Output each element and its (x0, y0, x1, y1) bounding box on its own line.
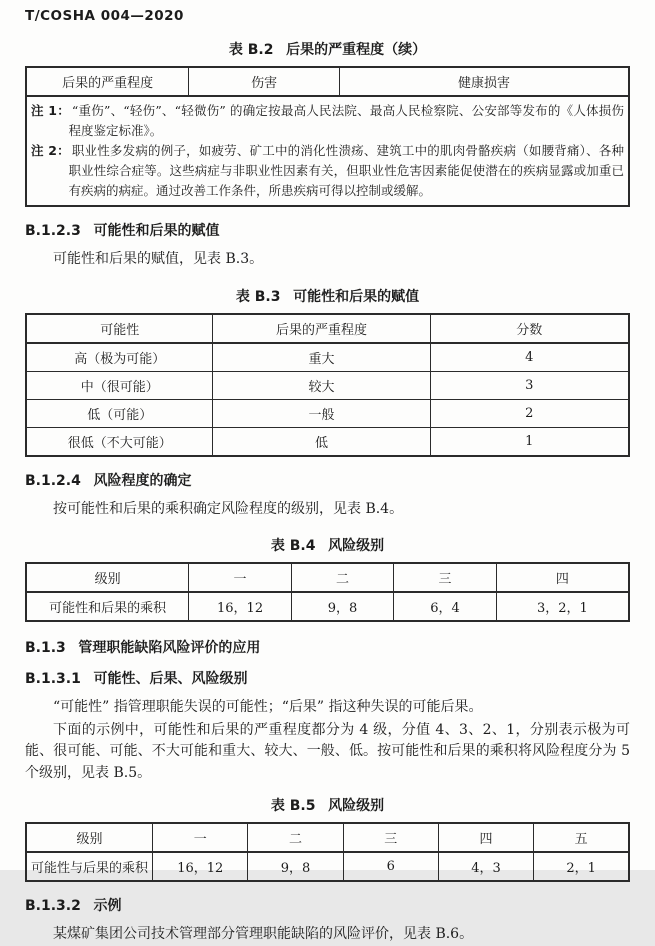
heading-b124-title: 风险程度的确定 (93, 472, 192, 489)
table-b4-title-text: 风险级别 (328, 538, 385, 554)
table-b3-header-severity: 后果的严重程度 (213, 314, 430, 343)
table-row (26, 399, 629, 427)
paragraph-b131-1: “可能性” 指管理职能失误的可能性；“后果” 指这种失误的可能后果。 (53, 699, 483, 715)
table-cell: 2，1 (534, 852, 629, 881)
table-b5-title-text: 风险级别 (328, 798, 385, 814)
table-b3-title-text: 可能性和后果的赋值 (293, 288, 420, 305)
table-cell: 3，2，1 (496, 592, 629, 621)
table-b5-title (25, 795, 630, 815)
heading-b123-number: B.1.2.3 (25, 223, 81, 239)
table-cell: 3 (430, 371, 629, 399)
table-b3-title (25, 286, 630, 306)
table-b2-note-1 (31, 101, 624, 141)
table-b3-header-score: 分数 (430, 314, 629, 343)
table-b3-header-row (26, 314, 629, 343)
heading-b13-number: B.1.3 (25, 640, 66, 656)
table-b2 (25, 66, 630, 207)
paragraph-b132: 某煤矿集团公司技术管理部分管理职能缺陷的风险评价，见表 B.6。 (53, 926, 474, 942)
table-cell: 4 (430, 343, 629, 372)
table-b5 (25, 822, 630, 882)
table-b4-header-1: 一 (189, 563, 292, 592)
table-b5-header-4: 四 (438, 823, 533, 852)
table-row (26, 592, 629, 621)
table-b5-header-1: 一 (153, 823, 248, 852)
table-row (26, 427, 629, 456)
table-cell: 9，8 (248, 852, 343, 881)
table-b4 (25, 562, 630, 622)
table-b2-note-2 (31, 141, 624, 201)
table-cell: 6，4 (394, 592, 497, 621)
table-cell: 重大 (213, 343, 430, 372)
heading-b131-title: 可能性、后果、风险级别 (93, 671, 248, 687)
table-cell: 1 (430, 427, 629, 456)
table-b2-title (25, 39, 630, 59)
table-cell: 16，12 (189, 592, 292, 621)
table-cell: 2 (430, 399, 629, 427)
table-b4-title-label: 表 B.4 (270, 538, 316, 554)
heading-b132-number: B.1.3.2 (25, 898, 81, 914)
heading-b13 (25, 637, 630, 657)
table-cell: 低 (213, 427, 430, 456)
heading-b123 (25, 220, 630, 240)
table-b2-header-severity: 后果的严重程度 (26, 67, 189, 96)
table-cell: 很低（不大可能） (26, 427, 213, 456)
table-b3 (25, 313, 630, 457)
table-row (26, 371, 629, 399)
table-cell: 4，3 (438, 852, 533, 881)
table-b2-header-row (26, 67, 629, 96)
heading-b124-number: B.1.2.4 (25, 472, 81, 489)
table-b5-header-row (26, 823, 629, 852)
table-b4-header-level: 级别 (26, 563, 189, 592)
heading-b132-title: 示例 (93, 898, 122, 914)
table-b5-header-2: 二 (248, 823, 343, 852)
table-row (26, 852, 629, 881)
table-b2-header-injury: 伤害 (189, 67, 340, 96)
table-b4-title (25, 535, 630, 555)
table-b5-header-3: 三 (343, 823, 438, 852)
heading-b123-title: 可能性和后果的赋值 (93, 223, 220, 239)
table-b2-notes-cell (26, 96, 629, 206)
heading-b124 (25, 470, 630, 490)
paragraph-b131-2: 下面的示例中，可能性和后果的严重程度都分为 4 级，分值 4、3、2、1，分别表示极为可能、很可能、可能、不大可能和重大、较大、一般、低。按可能性和后果的乘积将风险程度分为 5 个级别，见表 B.5。 (25, 721, 630, 781)
heading-b132 (25, 895, 630, 915)
table-cell: 高（极为可能） (26, 343, 213, 372)
table-cell: 中（很可能） (26, 371, 213, 399)
table-cell: 一般 (213, 399, 430, 427)
paragraph-b123: 可能性和后果的赋值，见表 B.3。 (53, 251, 264, 267)
doc-number: T/COSHA 004—2020 (25, 8, 184, 24)
table-b2-header-health: 健康损害 (340, 67, 629, 96)
table-b2-title-label: 表 B.2 (228, 42, 274, 58)
heading-b131-number: B.1.3.1 (25, 671, 81, 687)
table-b4-header-2: 二 (291, 563, 394, 592)
heading-b13-title: 管理职能缺陷风险评价的应用 (78, 640, 261, 656)
note-2-label: 注 2： (31, 143, 70, 158)
table-b5-row-label: 可能性与后果的乘积 (26, 852, 153, 881)
table-b3-title-label: 表 B.3 (235, 288, 281, 305)
table-b5-header-5: 五 (534, 823, 629, 852)
table-b5-title-label: 表 B.5 (270, 798, 316, 814)
paragraph-b124: 按可能性和后果的乘积确定风险程度的级别，见表 B.4。 (53, 500, 404, 517)
note-2-text: 职业性多发病的例子，如疲劳、矿工中的消化性溃疡、建筑工中的肌肉骨骼疾病（如腰背痛）、各种职业性综合症等。这些病症与非职业性因素有关，但职业性危害因素能促使潜在的疾病显露或加重已有疾病的病症。通过改善工作条件，所患疾病可得以控制或缓解。 (68, 143, 624, 198)
table-b4-header-3: 三 (394, 563, 497, 592)
table-cell: 9，8 (291, 592, 394, 621)
table-b2-title-text: 后果的严重程度（续） (286, 42, 427, 58)
table-cell: 低（可能） (26, 399, 213, 427)
table-b4-header-row (26, 563, 629, 592)
table-b4-row-label: 可能性和后果的乘积 (26, 592, 189, 621)
note-1-text: “重伤”、“轻伤”、“轻微伤” 的确定按最高人民法院、最高人民检察院、公安部等发布的《人体损伤程度鉴定标准》。 (68, 103, 624, 138)
table-cell: 6 (343, 852, 438, 881)
table-b5-header-level: 级别 (26, 823, 153, 852)
table-b3-header-possibility: 可能性 (26, 314, 213, 343)
heading-b131 (25, 668, 630, 688)
table-b4-header-4: 四 (496, 563, 629, 592)
table-b2-notes-row (26, 96, 629, 206)
table-row (26, 343, 629, 372)
note-1-label: 注 1： (31, 103, 70, 118)
table-cell: 16，12 (153, 852, 248, 881)
table-cell: 较大 (213, 371, 430, 399)
